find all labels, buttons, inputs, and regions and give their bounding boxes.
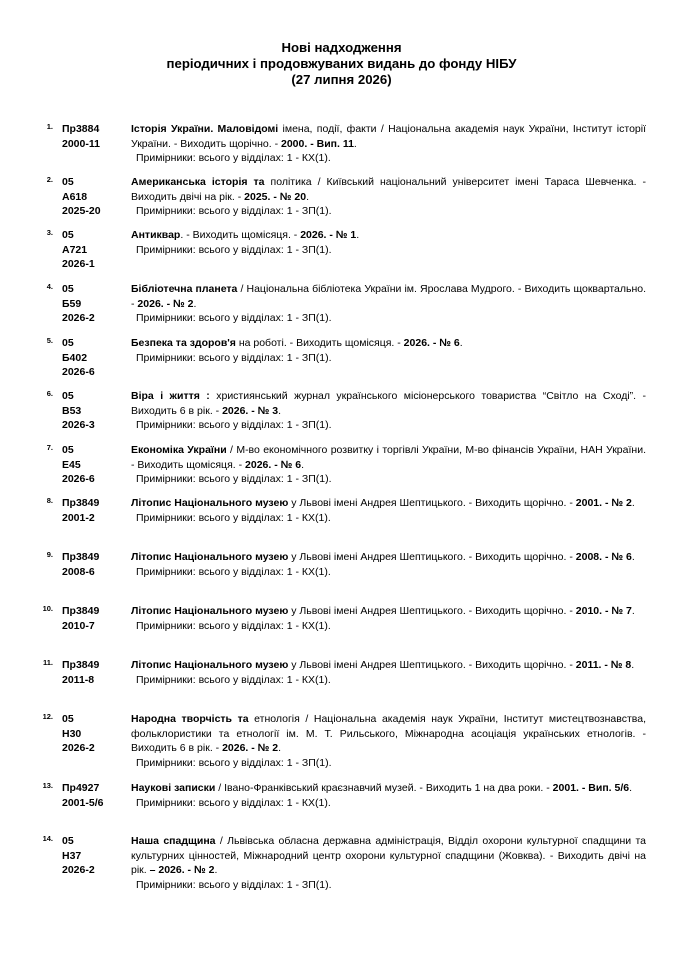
entry-number: 11. <box>42 658 53 667</box>
entry-title: Економіка України <box>131 444 227 456</box>
page-header <box>0 40 683 88</box>
shelf-code <box>62 282 124 326</box>
entry-issue: 2026. - № 2 <box>222 742 279 755</box>
shelf-code <box>62 781 124 810</box>
entry-copies: Примірники: всього у відділах: 1 - ЗП(1). <box>136 351 332 364</box>
entry-title: Антиквар <box>131 229 181 241</box>
shelf-code-line: Пр3849 <box>62 551 100 563</box>
shelf-code-line: Пр3849 <box>62 605 100 617</box>
entry-copies: Примірники: всього у відділах: 1 - ЗП(1). <box>136 312 332 325</box>
entry-issue: 2001. - Вип. 5/6 <box>552 782 630 794</box>
entry-details: імена, події, факти / Національна академія наук України, Інститут історії України. - Виходить щорічно. - <box>131 123 646 150</box>
entry-end: . <box>356 229 360 241</box>
shelf-code <box>62 228 124 272</box>
entry-issue: 2025. - № 20 <box>244 190 307 203</box>
shelf-code <box>62 496 124 525</box>
shelf-code-line: 2001-5/6 <box>62 796 104 809</box>
entry-copies: Примірники: всього у відділах: 1 - ЗП(1). <box>136 205 332 218</box>
entry-title: Наукові записки <box>131 782 216 794</box>
entry-copies: Примірники: всього у відділах: 1 - КХ(1). <box>136 152 331 165</box>
entry-issue: 2026. - № 6 <box>245 458 302 471</box>
shelf-code-line: 2025-20 <box>62 205 101 218</box>
entry-number: 1. <box>46 122 53 131</box>
entry-description <box>131 336 646 351</box>
entry-body <box>131 834 646 892</box>
entry-copies: Примірники: всього у відділах: 1 - ЗП(1). <box>136 419 332 432</box>
entry-body <box>131 282 646 326</box>
shelf-code <box>62 550 124 579</box>
entry-end: . <box>301 458 305 471</box>
entry-issue: 2011. - № 8 <box>575 659 632 671</box>
entry-copies: Примірники: всього у відділах: 1 - ЗП(1). <box>136 756 332 769</box>
entry-body <box>131 712 646 770</box>
entry-issue: 2010. - № 7 <box>575 605 632 617</box>
entry-details: християнський журнал українського місіонерського товариства “Світло на Сході”. - Виходить 6 в рік. - <box>131 390 646 417</box>
shelf-code <box>62 175 124 219</box>
entry-issue: 2008. - № 6 <box>575 551 632 563</box>
entry-copies: Примірники: всього у відділах: 1 - КХ(1). <box>136 796 331 809</box>
entry-end: . <box>631 551 635 563</box>
entry-end: . <box>631 659 635 671</box>
entry-number: 4. <box>46 282 53 291</box>
entry-issue: 2026. - № 1 <box>300 229 357 241</box>
entry-issue: 2001. - № 2 <box>575 497 632 509</box>
entry-body <box>131 781 646 810</box>
shelf-code <box>62 834 124 878</box>
entry-copies: Примірники: всього у відділах: 1 - ЗП(1). <box>136 243 332 256</box>
entry-details: політика / Київський національний університет імені Тараса Шевченка. - Виходить двічі на рік. - <box>131 176 646 203</box>
entry-body <box>131 389 646 433</box>
entry-body <box>131 604 646 633</box>
entry-copies: Примірники: всього у відділах: 1 - КХ(1). <box>136 673 331 686</box>
entry-title: Літопис Національного музею <box>131 551 289 563</box>
shelf-code <box>62 443 124 487</box>
header-subtitle: періодичних і продовжуваних видань до фонду НІБУ <box>166 56 517 71</box>
shelf-code-line: 05 <box>62 176 74 188</box>
entry-number: 6. <box>46 389 53 398</box>
shelf-code-line: 05 <box>62 283 74 295</box>
entry-number: 7. <box>46 443 53 452</box>
entry-end: . <box>631 497 635 509</box>
entry-number: 2. <box>46 175 53 184</box>
entry-end: . <box>629 782 633 794</box>
shelf-code-line: 05 <box>62 337 74 349</box>
header-title: Нові надходження <box>281 40 402 55</box>
entry-body <box>131 550 646 579</box>
entry-description <box>131 604 646 619</box>
shelf-code-line: 2026-2 <box>62 312 95 325</box>
entry-details: у Львові імені Андрея Шептицького. - Виходить щорічно. - <box>288 551 576 563</box>
shelf-code <box>62 604 124 633</box>
entry-description <box>131 228 646 243</box>
entry-end: . <box>193 297 197 310</box>
entry-number: 10. <box>42 604 53 613</box>
entry-description <box>131 834 646 878</box>
shelf-code-line: 2026-6 <box>62 473 95 486</box>
entry-end: . <box>306 190 309 203</box>
shelf-code-line: 2011-8 <box>62 673 95 686</box>
shelf-code <box>62 389 124 433</box>
entry-end: . <box>214 864 218 877</box>
entry-body <box>131 496 646 525</box>
entry-title: Народна творчість та <box>131 713 249 725</box>
entry-issue: 2026. - № 6 <box>403 337 460 349</box>
shelf-code-line: 2026-1 <box>62 258 95 271</box>
entry-issue: 2026. - № 3 <box>222 404 279 417</box>
shelf-code-line: 05 <box>62 229 74 241</box>
shelf-code-line: 2026-3 <box>62 419 95 432</box>
entry-number: 3. <box>46 228 53 237</box>
entry-copies: Примірники: всього у відділах: 1 - КХ(1). <box>136 619 331 632</box>
shelf-code-line: 05 <box>62 444 74 456</box>
entry-number: 12. <box>42 712 53 721</box>
entry-description <box>131 712 646 756</box>
entry-description <box>131 496 646 511</box>
entry-details: у Львові імені Андрея Шептицького. - Виходить щорічно. - <box>288 605 576 617</box>
shelf-code-line: Б59 <box>62 297 82 310</box>
entry-body <box>131 336 646 365</box>
entry-description <box>131 658 646 673</box>
shelf-code-line: A618 <box>62 190 88 203</box>
entry-details: / М-во економічного розвитку і торгівлі України, М-во фінансів України, НАН України. - Виходить щомісяця. - <box>131 444 646 471</box>
entry-title: Літопис Національного музею <box>131 659 289 671</box>
entry-issue: – 2026. - № 2 <box>149 864 215 877</box>
entry-end: . <box>353 137 357 150</box>
entry-description <box>131 781 646 796</box>
header-date: (27 липня 2026) <box>291 72 392 87</box>
entry-details: . - Виходить щомісяця. - <box>180 229 301 241</box>
entry-details: / Національна бібліотека України ім. Ярослава Мудрого. - Виходить щоквартально. - <box>131 283 646 310</box>
shelf-code-line: 2026-2 <box>62 864 95 877</box>
entry-body <box>131 175 646 219</box>
entry-copies: Примірники: всього у відділах: 1 - КХ(1). <box>136 511 331 524</box>
shelf-code-line: 2001-2 <box>62 511 95 524</box>
shelf-code-line: B53 <box>62 404 82 417</box>
entry-details: / Івано-Франківський краєзнавчий музей. - Виходить 1 на два роки. - <box>215 782 553 794</box>
entry-issue: 2000. - Вип. 11 <box>281 137 354 150</box>
entry-body <box>131 443 646 487</box>
entry-copies: Примірники: всього у відділах: 1 - ЗП(1). <box>136 878 332 891</box>
entry-title: Літопис Національного музею <box>131 497 289 509</box>
entry-details: у Львові імені Андрея Шептицького. - Виходить щорічно. - <box>288 659 576 671</box>
entry-title: Віра і життя : <box>131 390 210 402</box>
shelf-code <box>62 658 124 687</box>
entry-details: на роботі. - Виходить щомісяця. - <box>235 337 404 349</box>
shelf-code-line: Пр4927 <box>62 782 100 794</box>
shelf-code-line: Пр3849 <box>62 659 100 671</box>
shelf-code-line: 05 <box>62 390 74 402</box>
entry-description <box>131 122 646 151</box>
entry-end: . <box>278 404 282 417</box>
shelf-code-line: Б402 <box>62 351 88 364</box>
shelf-code-line: E45 <box>62 458 81 471</box>
entry-body <box>131 228 646 257</box>
entry-description <box>131 443 646 472</box>
entry-end: . <box>631 605 635 617</box>
entry-description <box>131 389 646 418</box>
entry-title: Літопис Національного музею <box>131 605 289 617</box>
entry-number: 13. <box>42 781 53 790</box>
shelf-code <box>62 712 124 756</box>
entry-title: Наша спадщина <box>131 835 216 847</box>
entry-number: 14. <box>42 834 53 843</box>
shelf-code-line: Пр3884 <box>62 123 100 135</box>
entry-body <box>131 658 646 687</box>
entry-number: 9. <box>46 550 53 559</box>
shelf-code-line: 2026-6 <box>62 366 95 379</box>
shelf-code <box>62 122 124 151</box>
entry-title: Історія України. Маловідомі <box>131 123 279 135</box>
entry-title: Безпека та здоров'я <box>131 337 236 349</box>
shelf-code <box>62 336 124 380</box>
shelf-code-line: 2000-11 <box>62 137 100 150</box>
entry-end: . <box>278 742 282 755</box>
entry-copies: Примірники: всього у відділах: 1 - ЗП(1). <box>136 473 332 486</box>
entry-description <box>131 175 646 204</box>
entry-details: у Львові імені Андрея Шептицького. - Виходить щорічно. - <box>288 497 576 509</box>
shelf-code-line: H37 <box>62 849 82 862</box>
shelf-code-line: 05 <box>62 713 74 725</box>
entry-end: . <box>459 337 463 349</box>
entry-description <box>131 550 646 565</box>
entry-issue: 2026. - № 2 <box>137 297 194 310</box>
entry-details: / Львівська обласна державна адміністрація, Відділ охорони культурної спадщини та культурних цінностей, Міжнародний центр охорони культурної спадщини (Жовква). - Виходить двічі на рік. <box>131 835 646 877</box>
entry-body <box>131 122 646 166</box>
shelf-code-line: Пр3849 <box>62 497 100 509</box>
entry-description <box>131 282 646 311</box>
entry-copies: Примірники: всього у відділах: 1 - КХ(1). <box>136 565 331 578</box>
entry-title: Американська історія та <box>131 176 265 188</box>
entry-number: 5. <box>46 336 53 345</box>
entry-details: етнологія / Національна академія наук України, Інститут мистецтвознавства, фольклористики та етнології ім. М. Т. Рильського, Міжнародна асоціація українських етнологів. - Виходить 6 в рік. - <box>131 713 646 755</box>
entry-title: Бібліотечна планета <box>131 283 238 295</box>
shelf-code-line: 05 <box>62 835 74 847</box>
shelf-code-line: A721 <box>62 243 88 256</box>
shelf-code-line: H30 <box>62 727 82 740</box>
entry-number: 8. <box>46 496 53 505</box>
shelf-code-line: 2010-7 <box>62 619 95 632</box>
shelf-code-line: 2026-2 <box>62 742 95 755</box>
shelf-code-line: 2008-6 <box>62 565 95 578</box>
